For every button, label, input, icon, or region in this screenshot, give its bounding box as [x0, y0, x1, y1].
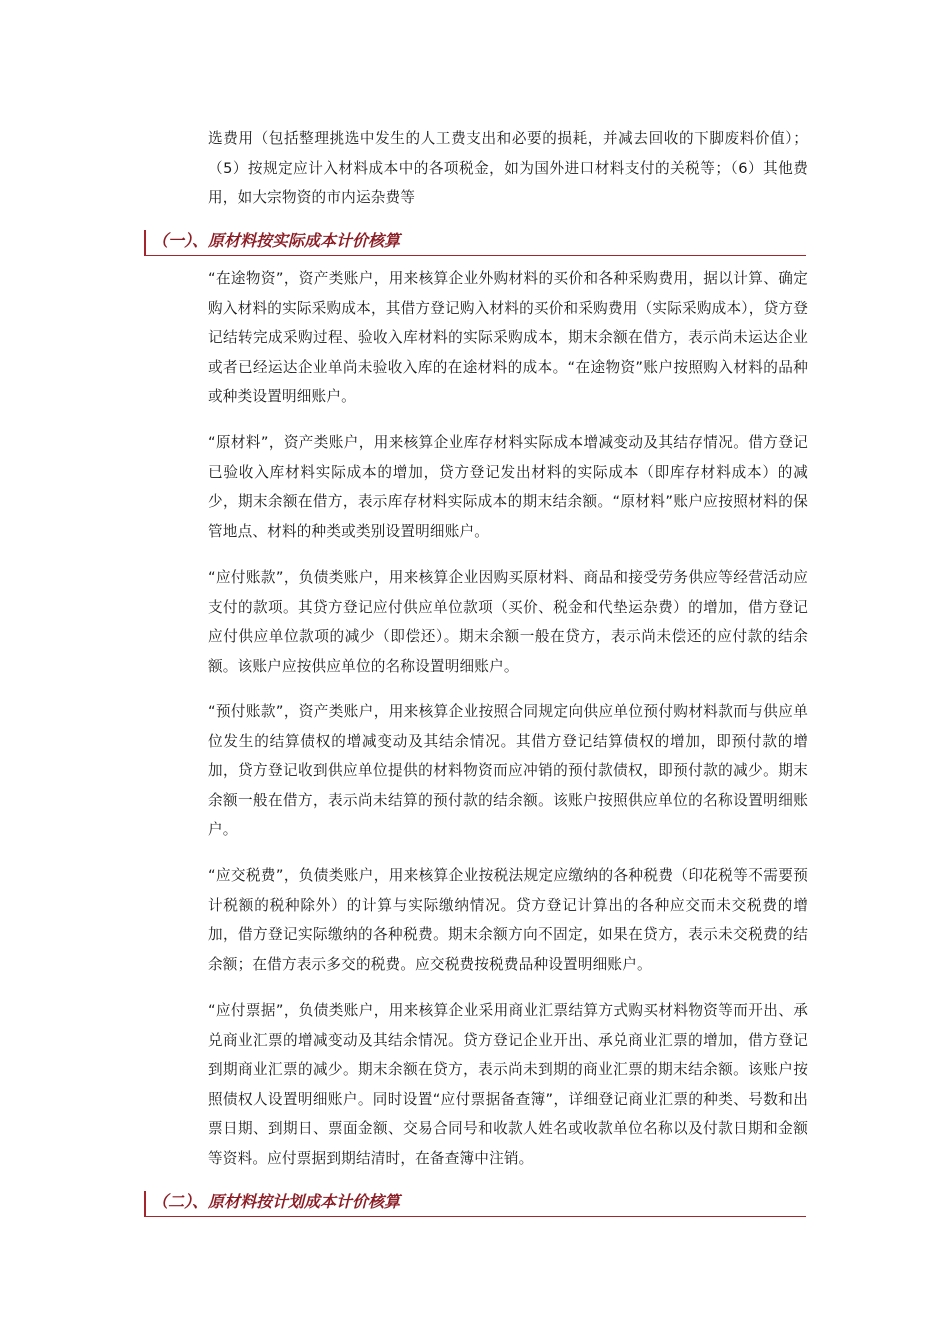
paragraph-prepayments: “预付账款”，资产类账户，用来核算企业按照合同规定向供应单位预付购材料款而与供应单位发生的结算债权的增减变动及其结余情况。其借方登记结算债权的增加，即预付款的增加，贷方登记收到供应单位提供的材料物资而应冲销的预付款债权，即预付款的减少。期末余额一般在借方，表示尚未结算的预付款的结余额。该账户按照供应单位的名称设置明细账户。 [208, 703, 808, 838]
paragraph-accounts-payable: “应付账款”，负债类账户，用来核算企业因购买原材料、商品和接受劳务供应等经营活动应支付的款项。其贷方登记应付供应单位款项（买价、税金和代垫运杂费）的增加，借方登记应付供应单位款项的减少（即偿还）。期末余额一般在贷方，表示尚未偿还的应付款的结余额。该账户应按供应单位的名称设置明细账户。 [208, 569, 808, 675]
paragraph-raw-materials: “原材料”，资产类账户，用来核算企业库存材料实际成本增减变动及其结存情况。借方登记已验收入库材料实际成本的增加，贷方登记发出材料的实际成本（即库存材料成本）的减少，期末余额在借方，表示库存材料实际成本的期末结余额。“原材料”账户应按照材料的保管地点、材料的种类或类别设置明细账户。 [208, 434, 808, 540]
section-heading-1 [144, 230, 806, 256]
intro-paragraph: 选费用（包括整理挑选中发生的人工费支出和必要的损耗，并减去回收的下脚废料价值）；（5）按规定应计入材料成本中的各项税金，如为国外进口材料支付的关税等；（6）其他费用，如大宗物资的市内运杂费等 [208, 130, 808, 206]
section-heading-2 [144, 1191, 806, 1217]
section-title-2: （二）、原材料按计划成本计价核算 [152, 1192, 401, 1211]
paragraph-taxes-payable: “应交税费”，负债类账户，用来核算企业按税法规定应缴纳的各种税费（印花税等不需要预计税额的税种除外）的计算与实际缴纳情况。贷方登记计算出的各种应交而未交税费的增加，借方登记实际缴纳的各种税费。期末余额方向不固定，如果在贷方，表示未交税费的结余额；在借方表示多交的税费。应交税费按税费品种设置明细账户。 [208, 867, 808, 973]
paragraph-notes-payable: “应付票据”，负债类账户，用来核算企业采用商业汇票结算方式购买材料物资等而开出、承兑商业汇票的增减变动及其结余情况。贷方登记企业开出、承兑商业汇票的增加，借方登记到期商业汇票的减少。期末余额在贷方，表示尚未到期的商业汇票的期末结余额。该账户按照债权人设置明细账户。同时设置“应付票据备查簿”，详细登记商业汇票的种类、号数和出票日期、到期日、票面金额、交易合同号和收款人姓名或收款单位名称以及付款日期和金额等资料。应付票据到期结清时，在备查簿中注销。 [208, 1002, 808, 1167]
paragraph-in-transit-materials: “在途物资”，资产类账户，用来核算企业外购材料的买价和各种采购费用，据以计算、确定购入材料的实际采购成本，其借方登记购入材料的买价和采购费用（实际采购成本），贷方登记结转完成采购过程、验收入库材料的实际采购成本，期末余额在借方，表示尚未运达企业或者已经运达企业单尚未验收入库的在途材料的成本。“在途物资”账户按照购入材料的品种或种类设置明细账户。 [208, 270, 808, 405]
section-title-1: （一）、原材料按实际成本计价核算 [152, 231, 401, 250]
